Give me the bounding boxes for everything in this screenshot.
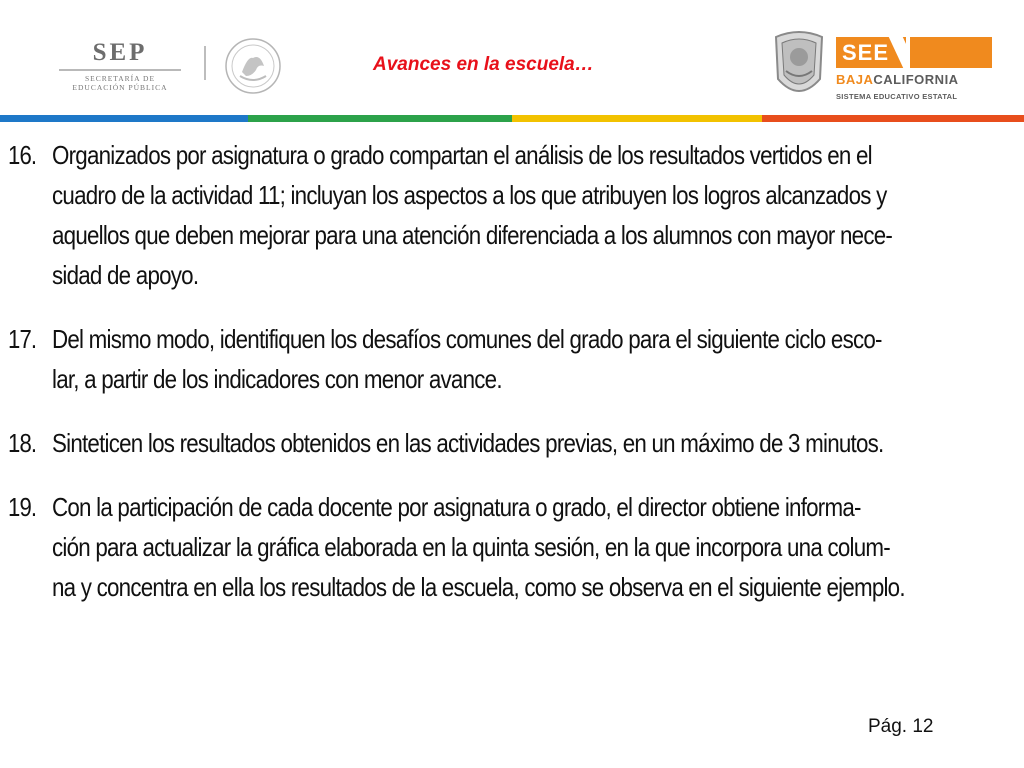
- see-logo-bar: [910, 37, 992, 68]
- page-number: Pág. 12: [868, 716, 934, 737]
- see-logo-baja: BAJA: [836, 72, 874, 87]
- item-number: 18.: [8, 428, 37, 458]
- item-text: [52, 423, 998, 463]
- item-line: sidad de apoyo.: [52, 260, 199, 290]
- sep-logo-rule: [59, 69, 181, 71]
- see-logo-state-name: [836, 72, 959, 87]
- item-text: [52, 319, 998, 399]
- list-item: [8, 319, 1010, 399]
- mexico-eagle-seal-icon: [218, 36, 288, 96]
- sep-logo-mark: SEP: [92, 39, 148, 66]
- item-number: 17.: [8, 324, 37, 354]
- list-item: [8, 487, 1010, 607]
- header-stripe-green: [248, 115, 512, 122]
- item-text: [52, 135, 998, 295]
- item-text: [52, 487, 998, 607]
- sep-logo-line1: SECRETARÍA DE: [84, 74, 156, 83]
- item-number: 19.: [8, 492, 37, 522]
- see-logo-california: CALIFORNIA: [873, 72, 959, 87]
- header-stripe-red: [762, 115, 1024, 122]
- item-line: Sinteticen los resultados obtenidos en las actividades previas, en un máximo de 3 minutos.: [52, 428, 884, 458]
- sep-logo-line2: EDUCACIÓN PÚBLICA: [72, 83, 168, 92]
- item-line: aquellos que deben mejorar para una atención diferenciada a los alumnos con mayor nece-: [52, 220, 893, 250]
- item-line: lar, a partir de los indicadores con menor avance.: [52, 364, 502, 394]
- item-line: na y concentra en ella los resultados de la escuela, como se observa en el siguiente ejemplo.: [52, 572, 905, 602]
- slide-header: [0, 0, 1024, 118]
- instruction-list: [8, 135, 1010, 631]
- see-logo-tagline: SISTEMA EDUCATIVO ESTATAL: [836, 92, 958, 101]
- logo-divider: [204, 46, 206, 80]
- list-item: [8, 135, 1010, 295]
- slide-title: Avances en la escuela…: [373, 54, 594, 75]
- see-logo-acronym: SEE: [836, 37, 906, 68]
- baja-california-seal-icon: [770, 27, 828, 105]
- sep-logo: [55, 40, 185, 100]
- header-stripe-yellow: [512, 115, 762, 122]
- item-line: cuadro de la actividad 11; incluyan los aspectos a los que atribuyen los logros alcanzados y: [52, 180, 887, 210]
- item-line: ción para actualizar la gráfica elaborada en la quinta sesión, en la que incorpora una colum-: [52, 532, 890, 562]
- item-line: Organizados por asignatura o grado compartan el análisis de los resultados vertidos en el: [52, 140, 872, 170]
- see-logo: [836, 37, 992, 68]
- item-line: Con la participación de cada docente por asignatura o grado, el director obtiene informa-: [52, 492, 861, 522]
- header-stripe-blue: [0, 115, 248, 122]
- item-number: 16.: [8, 140, 37, 170]
- item-line: Del mismo modo, identifiquen los desafíos comunes del grado para el siguiente ciclo esco-: [52, 324, 882, 354]
- list-item: [8, 423, 1010, 463]
